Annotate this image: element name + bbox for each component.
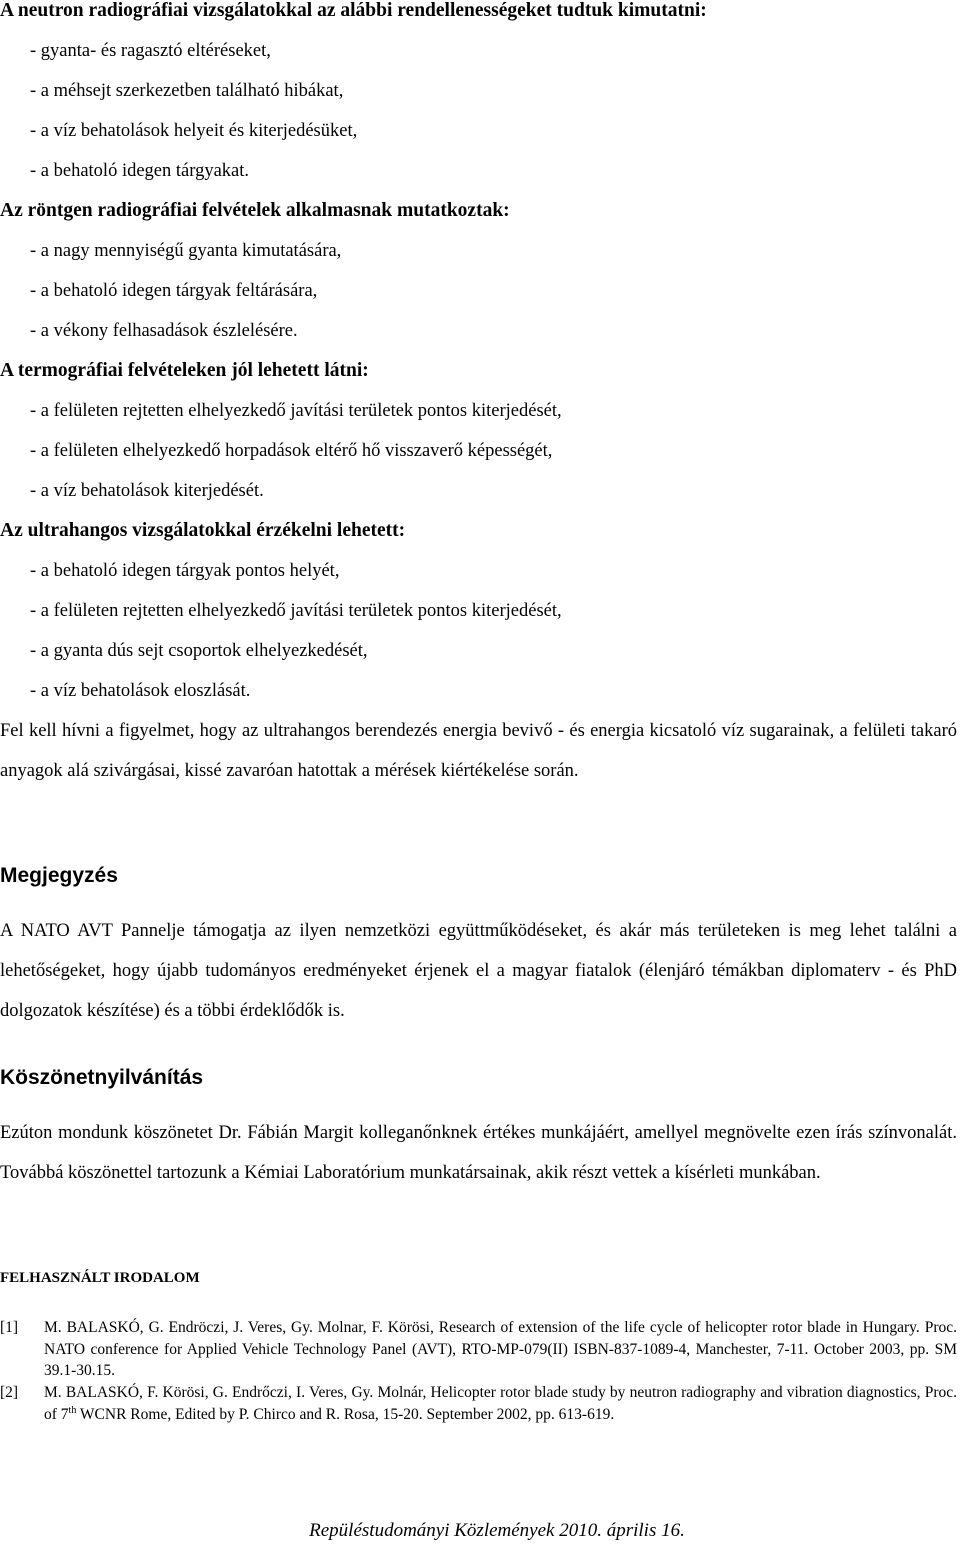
list-item: - a vékony felhasadások észlelésére.	[30, 321, 298, 341]
section-title: Köszönetnyilvánítás	[0, 1066, 204, 1089]
reference-item	[0, 1382, 957, 1425]
reference-text-part: WCNR Rome, Edited by P. Chirco and R. Rosa, 15-20. September 2002, pp. 613-619.	[76, 1405, 615, 1423]
reference-number: [2]	[0, 1384, 19, 1401]
item-list	[0, 551, 957, 711]
superscript: th	[68, 1404, 77, 1416]
list-item: - a felületen elhelyezkedő horpadások eltérő hő visszaverő képességét,	[30, 441, 553, 461]
list-item: - a felületen rejtetten elhelyezkedő javítási területek pontos kiterjedését,	[30, 401, 562, 421]
section-xray	[0, 191, 957, 351]
item-list	[0, 31, 957, 191]
section-heading: A termográfiai felvételeken jól lehetett látni:	[0, 360, 369, 381]
note-paragraph	[0, 911, 957, 1031]
references-title: FELHASZNÁLT IRODALOM	[0, 1270, 200, 1286]
acknowledgement-heading	[0, 1063, 957, 1093]
note-heading	[0, 861, 957, 891]
item-list	[0, 231, 957, 351]
section-thermography	[0, 351, 957, 511]
list-item: - a víz behatolások kiterjedését.	[30, 481, 264, 501]
list-item: - a méhsejt szerkezetben található hibákat,	[30, 81, 344, 101]
list-item: - a behatoló idegen tárgyak pontos helyét,	[30, 561, 340, 581]
section-title: Megjegyzés	[0, 864, 118, 887]
section-heading: Az röntgen radiográfiai felvételek alkalmasnak mutatkoztak:	[0, 200, 510, 221]
list-item: - a gyanta dús sejt csoportok elhelyezkedését,	[30, 641, 368, 661]
reference-text: M. BALASKÓ, G. Endröczi, J. Veres, Gy. Molnar, F. Körösi, Research of extension of the life cycle of helicopter rotor blade in Hungary. Proc. NATO conference for Applied Vehicle Technology Panel (AVT), RTO-MP-079(II) ISBN-837-1089-4, Manchester, 7-11. October 2003, pp. SM 39.1-30.15.	[44, 1319, 957, 1379]
list-item: - a behatoló idegen tárgyak feltárására,	[30, 281, 318, 301]
page-footer: Repüléstudományi Közlemények 2010. április 16.	[309, 1520, 685, 1541]
reference-text-part: M. BALASKÓ, F. Körösi, G. Endrőczi, I. Veres, Gy. Molnár, Helicopter rotor blade study by neutron radiography and vibration diagnostics, Proc. of 7	[44, 1384, 957, 1423]
list-item: - a víz behatolások helyeit és kiterjedésüket,	[30, 121, 358, 141]
acknowledgement-paragraph	[0, 1113, 957, 1193]
list-item: - a víz behatolások eloszlását.	[30, 681, 251, 701]
section-ultrasound	[0, 511, 957, 711]
closing-paragraph	[0, 711, 957, 791]
reference-text	[44, 1382, 957, 1425]
list-item: - a nagy mennyiségű gyanta kimutatására,	[30, 241, 342, 261]
list-item: - a behatoló idegen tárgyakat.	[30, 161, 250, 181]
list-item: - a felületen rejtetten elhelyezkedő javítási területek pontos kiterjedését,	[30, 601, 562, 621]
list-item: - gyanta- és ragasztó eltéréseket,	[30, 41, 271, 61]
references-heading	[0, 1268, 957, 1288]
paragraph-text: Ezúton mondunk köszönetet Dr. Fábián Margit kolleganőnknek értékes munkájáért, amellyel megnövelte ezen írás színvonalát. Továbbá köszönettel tartozunk a Kémiai Laboratórium munkatársainak, akik részt vettek a kísérleti munkában.	[0, 1123, 957, 1183]
section-heading: Az ultrahangos vizsgálatokkal érzékelni lehetett:	[0, 520, 406, 541]
section-heading: A neutron radiográfiai vizsgálatokkal az alábbi rendellenességeket tudtuk kimutatni:	[0, 0, 707, 21]
reference-number: [1]	[0, 1319, 19, 1336]
item-list	[0, 391, 957, 511]
paragraph-text: Fel kell hívni a figyelmet, hogy az ultrahangos berendezés energia bevivő - és energia kicsatoló víz sugarainak, a felületi takaró anyagok alá szivárgásai, kissé zavaróan hatottak a mérések kiértékelése során.	[0, 721, 957, 781]
paragraph-text: A NATO AVT Pannelje támogatja az ilyen nemzetközi együttműködéseket, és akár más területeken is meg lehet találni a lehetőségeket, hogy újabb tudományos eredményeket érjenek el a magyar fiatalok (élenjáró témákban diplomaterv - és PhD dolgozatok készítése) és a többi érdeklődők is.	[0, 921, 957, 1021]
reference-item	[0, 1317, 957, 1382]
section-neutron	[0, 0, 957, 191]
